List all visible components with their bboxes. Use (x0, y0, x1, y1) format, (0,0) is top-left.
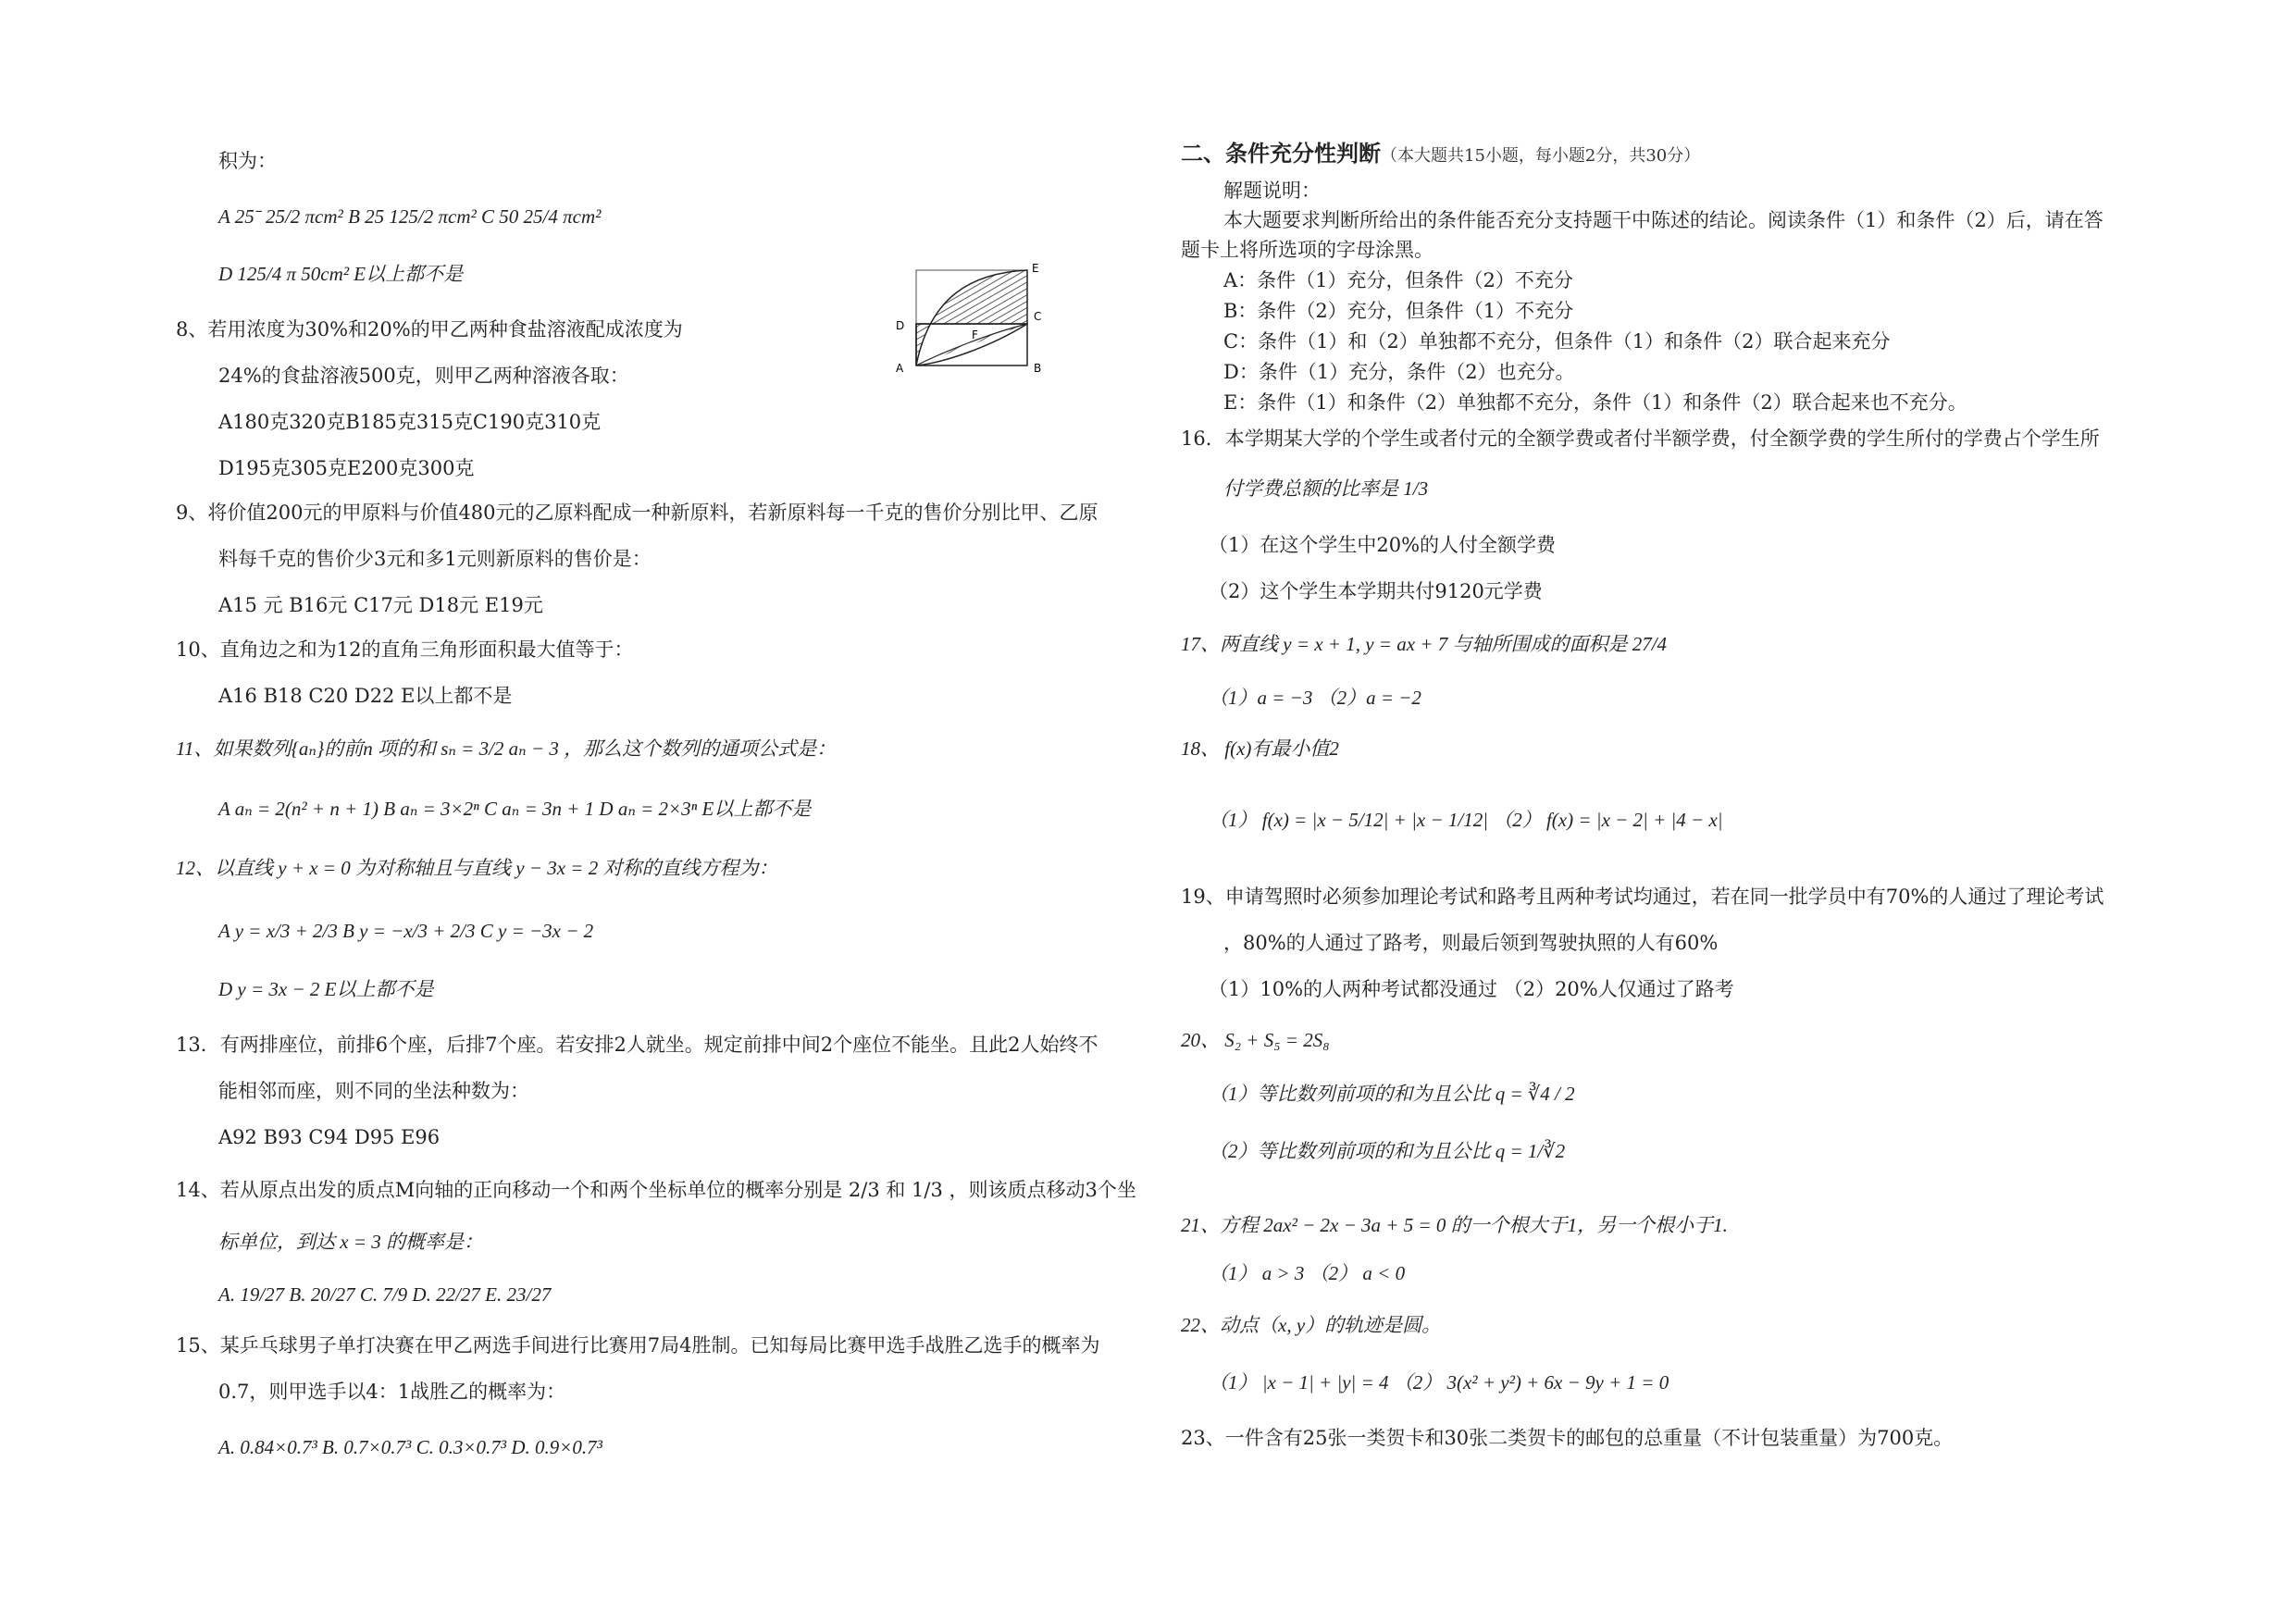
question-12: 12、以直线 y + x = 0 为对称轴且与直线 y − 3x = 2 对称的直线方程为： (176, 857, 778, 879)
condition-line: （1）在这个学生中20%的人付全额学费 (1209, 534, 1557, 556)
condition-line: （1）10%的人两种考试都没通过 （2）20%人仅通过了路考 (1209, 978, 1734, 1000)
text-line: 付学费总额的比率是 1/3 (1223, 477, 1429, 500)
figure-label: D (896, 319, 905, 332)
question-20: 20、 S₂ + S₅ = 2S₈ (1181, 1029, 1330, 1051)
text-line: 0.7，则甲选手以4：1战胜乙的概率为： (218, 1381, 566, 1403)
option-line: D195克305克E200克300克 (218, 457, 475, 479)
condition-line: （1）等比数列前项的和为且公比 q = ∛4 / 2 (1209, 1083, 1575, 1105)
option-line: A y = x/3 + 2/3 B y = −x/3 + 2/3 C y = −3x − 2 (218, 920, 594, 942)
question-8: 8、若用浓度为30%和20%的甲乙两种食盐溶液配成浓度为 (176, 318, 683, 341)
question-10: 10、直角边之和为12的直角三角形面积最大值等于： (176, 638, 634, 661)
figure-label: F (972, 328, 978, 341)
section-note: （本大题共15小题，每小题2分，共30分） (1381, 146, 1701, 166)
condition-line: （1） |x − 1| + |y| = 4 （2） 3(x² + y²) + 6x − 9y + 1 = 0 (1209, 1371, 1669, 1394)
question-18: 18、 f(x)有最小值2 (1181, 737, 1339, 760)
figure-label: B (1034, 362, 1042, 375)
question-16: 16．本学期某大学的个学生或者付元的全额学费或者付半额学费，付全额学费的学生所付的学费占个学生所 (1181, 427, 2100, 450)
question-22: 22、动点（x, y）的轨迹是圆。 (1181, 1314, 1442, 1336)
condition-line: （1）a = −3 （2）a = −2 (1209, 687, 1421, 709)
text-line: 标单位，到达 x = 3 的概率是： (218, 1231, 483, 1253)
option-line: A92 B93 C94 D95 E96 (218, 1126, 441, 1148)
question-19: 19、申请驾照时必须参加理论考试和路考且两种考试均通过，若在同一批学员中有70%的人通过了理论考试 (1181, 886, 2104, 908)
question-14: 14、若从原点出发的质点M向轴的正向移动一个和两个坐标单位的概率分别是 2/3 和 1/3 ，则该质点移动3个坐 (176, 1179, 1136, 1201)
text-line: 题卡上将所选项的字母涂黑。 (1181, 239, 1433, 261)
section-heading (1181, 141, 1700, 169)
option-line: A 25ˉ 25/2 πcm² B 25 125/2 πcm² C 50 25/4 πcm² (218, 205, 602, 228)
text-line: 料每千克的售价少3元和多1元则新原料的售价是： (218, 548, 652, 570)
answer-key-line: E：条件（1）和条件（2）单独都不充分，条件（1）和条件（2）联合起来也不充分。 (1223, 391, 1967, 414)
condition-line: （1） a > 3 （2） a < 0 (1209, 1262, 1406, 1284)
figure-label: E (1032, 262, 1039, 275)
question-21: 21、方程 2ax² − 2x − 3a + 5 = 0 的一个根大于1，另一个根小于1. (1181, 1214, 1728, 1236)
condition-line: （2）等比数列前项的和为且公比 q = 1/∛2 (1209, 1140, 1566, 1162)
section-title: 二、条件充分性判断 (1181, 141, 1381, 167)
question-15: 15、某乒乓球男子单打决赛在甲乙两选手间进行比赛用7局4胜制。已知每局比赛甲选手战胜乙选手的概率为 (176, 1334, 1100, 1357)
question-13: 13．有两排座位，前排6个座，后排7个座。若安排2人就坐。规定前排中间2个座位不能坐。且此2人始终不 (176, 1034, 1098, 1056)
question-9: 9、将价值200元的甲原料与价值480元的乙原料配成一种新原料，若新原料每一千克的售价分别比甲、乙原 (176, 502, 1098, 524)
hatched-region-figure (888, 259, 1046, 389)
option-line: A15 元 B16元 C17元 D18元 E19元 (218, 594, 543, 616)
option-line: A aₙ = 2(n² + n + 1) B aₙ = 3×2ⁿ C aₙ = 3n + 1 D aₙ = 2×3ⁿ E以上都不是 (218, 798, 812, 820)
option-line: A180克320克B185克315克C190克310克 (218, 411, 602, 433)
text-line: 积为： (218, 150, 277, 172)
text-line: 本大题要求判断所给出的条件能否充分支持题干中陈述的结论。阅读条件（1）和条件（2）后，请在答 (1223, 209, 2104, 231)
option-line: A16 B18 C20 D22 E以上都不是 (218, 685, 513, 707)
condition-line: （2）这个学生本学期共付9120元学费 (1209, 580, 1543, 602)
answer-key-line: C：条件（1）和（2）单独都不充分，但条件（1）和条件（2）联合起来充分 (1223, 330, 1891, 353)
answer-key-line: D：条件（1）充分，条件（2）也充分。 (1223, 361, 1575, 383)
option-line: A. 0.84×0.7³ B. 0.7×0.7³ C. 0.3×0.7³ D. 0.9×0.7³ (218, 1436, 602, 1458)
question-11: 11、如果数列{aₙ}的前n 项的和 sₙ = 3/2 aₙ − 3 ，那么这个数列的通项公式是： (176, 737, 837, 760)
question-23: 23、一件含有25张一类贺卡和30张二类贺卡的邮包的总重量（不计包装重量）为700克。 (1181, 1427, 1954, 1449)
figure-label: A (896, 362, 904, 375)
text-line: 24%的食盐溶液500克，则甲乙两种溶液各取： (218, 365, 629, 387)
text-line: 解题说明： (1223, 180, 1321, 202)
question-17: 17、两直线 y = x + 1, y = ax + 7 与轴所围成的面积是 27/4 (1181, 633, 1668, 655)
answer-key-line: B：条件（2）充分，但条件（1）不充分 (1223, 300, 1574, 322)
figure-label: C (1034, 310, 1042, 323)
option-line: D 125/4 π 50cm² E以上都不是 (218, 263, 464, 285)
option-line: D y = 3x − 2 E以上都不是 (218, 978, 434, 1000)
answer-key-line: A：条件（1）充分，但条件（2）不充分 (1223, 269, 1573, 291)
condition-line: （1） f(x) = |x − 5/12| + |x − 1/12| （2） f(x) = |x − 2| + |4 − x| (1209, 809, 1723, 831)
text-line: ，80%的人通过了路考，则最后领到驾驶执照的人有60% (1223, 932, 1719, 954)
text-line: 能相邻而座，则不同的坐法种数为： (218, 1080, 529, 1102)
option-line: A. 19/27 B. 20/27 C. 7/9 D. 22/27 E. 23/27 (218, 1283, 552, 1306)
